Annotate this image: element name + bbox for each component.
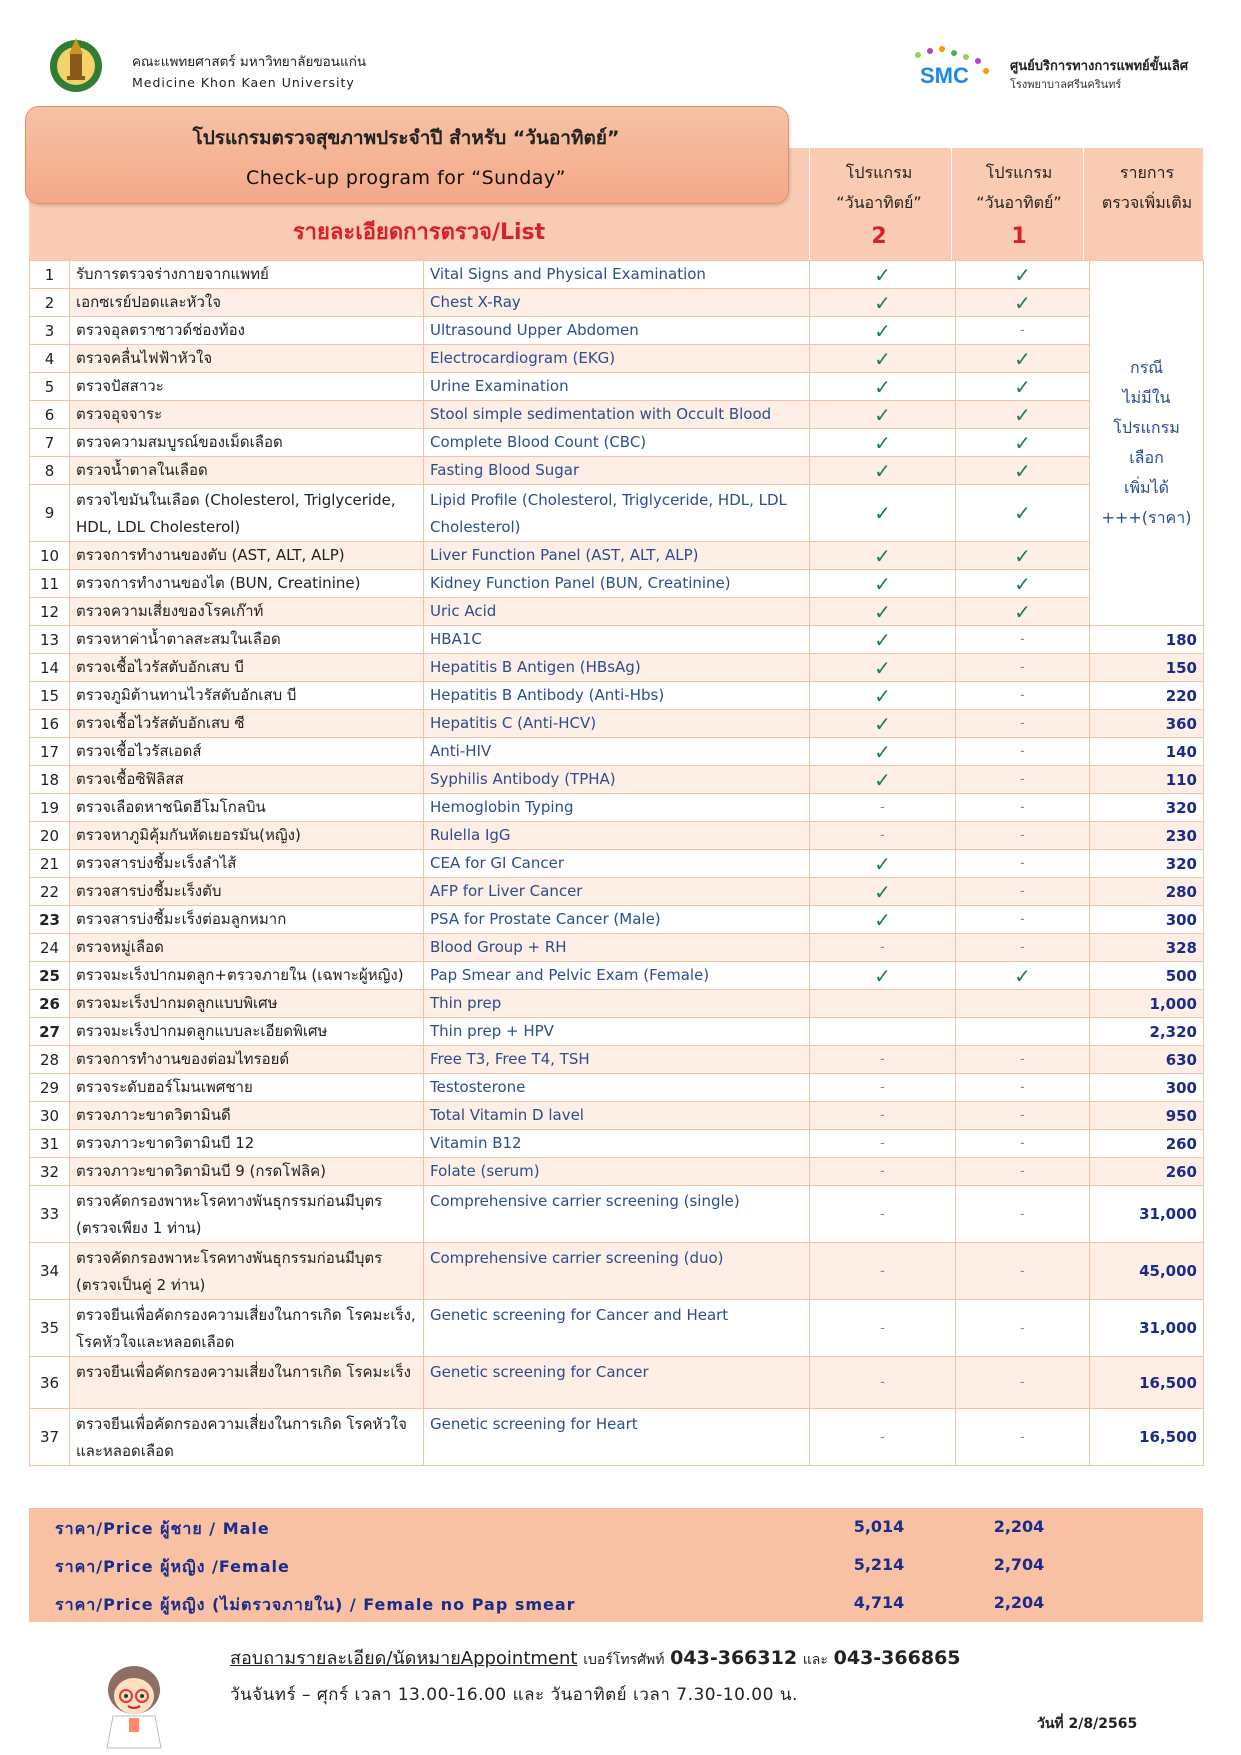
test-name-thai: ตรวจไขมันในเลือด (Cholesterol, Triglyceride, HDL, LDL Cholesterol) <box>70 485 424 542</box>
row-number: 18 <box>30 766 70 794</box>
test-name-thai: ตรวจหมู่เลือด <box>70 934 424 962</box>
extra-price: 300 <box>1090 906 1204 934</box>
row-number: 24 <box>30 934 70 962</box>
program-2-included: ✓ <box>810 289 956 317</box>
program-1-header-line1: โปรแกรม <box>985 163 1053 182</box>
program-2-included: - <box>810 1243 956 1300</box>
test-name-thai: ตรวจคัดกรองพาหะโรคทางพันธุกรรมก่อนมีบุตร (ตรวจเป็นคู่ 2 ท่าน) <box>70 1243 424 1300</box>
extra-price: 140 <box>1090 738 1204 766</box>
test-name-thai: ตรวจเชื้อไวรัสตับอักเสบ บี <box>70 654 424 682</box>
test-name-thai: เอกซเรย์ปอดและหัวใจ <box>70 289 424 317</box>
test-name-thai: ตรวจอุลตราซาวด์ช่องท้อง <box>70 317 424 345</box>
program-1-included: ✓ <box>956 261 1090 289</box>
price-female-label: ราคา/Price ผู้หญิง /Female <box>55 1557 290 1576</box>
test-name-english: Vital Signs and Physical Examination <box>424 261 810 289</box>
test-name-thai: ตรวจภาวะขาดวิตามินดี <box>70 1102 424 1130</box>
extra-price: 300 <box>1090 1074 1204 1102</box>
test-name-thai: ตรวจภูมิต้านทานไวรัสตับอักเสบ บี <box>70 682 424 710</box>
table-row <box>30 485 1204 542</box>
test-name-thai: ตรวจภาวะขาดวิตามินบี 12 <box>70 1130 424 1158</box>
price-female-no-pap-label: ราคา/Price ผู้หญิง (ไม่ตรวจภายใน) / Female no Pap smear <box>55 1595 576 1614</box>
row-number: 13 <box>30 626 70 654</box>
row-number: 19 <box>30 794 70 822</box>
program-1-included: ✓ <box>956 598 1090 626</box>
test-name-english: Pap Smear and Pelvic Exam (Female) <box>424 962 810 990</box>
test-name-thai: ตรวจเลือดหาชนิดฮีโมโกลบิน <box>70 794 424 822</box>
table-row <box>30 570 1204 598</box>
test-name-thai: ตรวจหาค่าน้ำตาลสะสมในเลือด <box>70 626 424 654</box>
test-name-english: HBA1C <box>424 626 810 654</box>
price-male-program-2: 5,014 <box>853 1517 905 1536</box>
phone-number-1[interactable]: 043-366312 <box>670 1647 798 1669</box>
program-1-included <box>956 990 1090 1018</box>
program-2-included: ✓ <box>810 345 956 373</box>
extra-price: 150 <box>1090 654 1204 682</box>
phone-label: เบอร์โทรศัพท์ <box>583 1652 665 1668</box>
program-1-included: - <box>956 1357 1090 1409</box>
row-number: 14 <box>30 654 70 682</box>
program-2-included: ✓ <box>810 962 956 990</box>
program-2-header-line1: โปรแกรม <box>845 163 913 182</box>
table-row <box>30 289 1204 317</box>
program-1-included: - <box>956 1102 1090 1130</box>
program-2-included: ✓ <box>810 429 956 457</box>
table-row <box>30 794 1204 822</box>
test-name-english: Comprehensive carrier screening (duo) <box>424 1243 810 1300</box>
row-number: 11 <box>30 570 70 598</box>
program-1-included: ✓ <box>956 962 1090 990</box>
test-name-thai: ตรวจเชื้อไวรัสตับอักเสบ ซี <box>70 710 424 738</box>
program-1-included: ✓ <box>956 429 1090 457</box>
test-name-thai: ตรวจการทำงานของต่อมไทรอยด์ <box>70 1046 424 1074</box>
org-name-thai: คณะแพทยศาสตร์ มหาวิทยาลัยขอนแก่น <box>132 54 367 70</box>
service-hours: วันจันทร์ – ศุกร์ เวลา 13.00-16.00 และ วันอาทิตย์ เวลา 7.30-10.00 น. <box>230 1685 798 1705</box>
test-name-english: Chest X-Ray <box>424 289 810 317</box>
program-2-included: ✓ <box>810 373 956 401</box>
extra-price: 328 <box>1090 934 1204 962</box>
row-number: 32 <box>30 1158 70 1186</box>
table-row <box>30 850 1204 878</box>
note-line6: +++(ราคา) <box>1101 508 1192 527</box>
extra-price: 950 <box>1090 1102 1204 1130</box>
table-row <box>30 317 1204 345</box>
program-1-included: ✓ <box>956 542 1090 570</box>
test-name-english: Hemoglobin Typing <box>424 794 810 822</box>
extra-price: 1,000 <box>1090 990 1204 1018</box>
note-line2: ไม่มีใน <box>1122 388 1171 407</box>
row-number: 21 <box>30 850 70 878</box>
table-row <box>30 373 1204 401</box>
row-number: 9 <box>30 485 70 542</box>
row-number: 33 <box>30 1186 70 1243</box>
test-name-english: Comprehensive carrier screening (single) <box>424 1186 810 1243</box>
program-2-included: ✓ <box>810 682 956 710</box>
test-name-thai: ตรวจระดับฮอร์โมนเพศชาย <box>70 1074 424 1102</box>
test-name-thai: ตรวจภาวะขาดวิตามินบี 9 (กรดโฟลิค) <box>70 1158 424 1186</box>
program-1-included: - <box>956 1409 1090 1466</box>
row-number: 4 <box>30 345 70 373</box>
program-2-included: ✓ <box>810 542 956 570</box>
test-name-thai: ตรวจสารบ่งชี้มะเร็งตับ <box>70 878 424 906</box>
test-name-english: Genetic screening for Cancer <box>424 1357 810 1409</box>
extra-price: 320 <box>1090 850 1204 878</box>
test-name-thai: ตรวจสารบ่งชี้มะเร็งลำไส้ <box>70 850 424 878</box>
test-name-english: Electrocardiogram (EKG) <box>424 345 810 373</box>
note-line3: โปรแกรม <box>1113 418 1180 437</box>
test-name-english: Free T3, Free T4, TSH <box>424 1046 810 1074</box>
row-number: 7 <box>30 429 70 457</box>
table-row <box>30 1300 1204 1357</box>
program-1-number: 1 <box>1011 224 1027 249</box>
test-name-english: Thin prep <box>424 990 810 1018</box>
row-number: 16 <box>30 710 70 738</box>
program-2-header-line2: “วันอาทิตย์” <box>836 193 922 212</box>
row-number: 5 <box>30 373 70 401</box>
smc-hospital-name: โรงพยาบาลศรีนครินทร์ <box>1010 78 1122 91</box>
row-number: 22 <box>30 878 70 906</box>
program-2-included: ✓ <box>810 598 956 626</box>
test-name-english: Total Vitamin D lavel <box>424 1102 810 1130</box>
note-line1: กรณี <box>1129 358 1164 377</box>
test-name-thai: ตรวจปัสสาวะ <box>70 373 424 401</box>
table-row <box>30 542 1204 570</box>
page-title-thai: โปรแกรมตรวจสุขภาพประจำปี สำหรับ “วันอาทิตย์” <box>192 127 620 149</box>
program-1-header <box>953 158 1085 218</box>
row-number: 27 <box>30 1018 70 1046</box>
test-name-english: Fasting Blood Sugar <box>424 457 810 485</box>
test-name-thai: ตรวจคัดกรองพาหะโรคทางพันธุกรรมก่อนมีบุตร (ตรวจเพียง 1 ท่าน) <box>70 1186 424 1243</box>
contact-line <box>230 1643 961 1672</box>
org-name-english: Medicine Khon Kaen University <box>132 75 355 90</box>
row-number: 37 <box>30 1409 70 1466</box>
test-name-thai: ตรวจยีนเพื่อคัดกรองความเสี่ยงในการเกิด โรคหัวใจและหลอดเลือด <box>70 1409 424 1466</box>
test-name-thai: ตรวจคลื่นไฟฟ้าหัวใจ <box>70 345 424 373</box>
table-row <box>30 626 1204 654</box>
row-number: 31 <box>30 1130 70 1158</box>
title-panel <box>25 106 789 204</box>
table-row <box>30 1357 1204 1409</box>
price-female-no-pap-program-2: 4,714 <box>853 1593 905 1612</box>
test-name-english: Liver Function Panel (AST, ALT, ALP) <box>424 542 810 570</box>
row-number: 36 <box>30 1357 70 1409</box>
extra-price: 16,500 <box>1090 1409 1204 1466</box>
test-name-thai: ตรวจอุจจาระ <box>70 401 424 429</box>
extra-price: 260 <box>1090 1130 1204 1158</box>
price-male-program-1: 2,204 <box>993 1517 1045 1536</box>
program-1-included: - <box>956 850 1090 878</box>
table-row <box>30 598 1204 626</box>
program-2-included: ✓ <box>810 766 956 794</box>
program-2-included <box>810 1018 956 1046</box>
and-text: และ <box>802 1652 828 1668</box>
program-2-included: ✓ <box>810 850 956 878</box>
table-row <box>30 1409 1204 1466</box>
table-row <box>30 906 1204 934</box>
program-1-included: - <box>956 906 1090 934</box>
row-number: 26 <box>30 990 70 1018</box>
test-name-english: Uric Acid <box>424 598 810 626</box>
row-number: 10 <box>30 542 70 570</box>
row-number: 20 <box>30 822 70 850</box>
test-name-thai: รับการตรวจร่างกายจากแพทย์ <box>70 261 424 289</box>
program-1-included: - <box>956 1130 1090 1158</box>
extra-tests-header-line1: รายการ <box>1119 163 1175 182</box>
note-line5: เพิ่มได้ <box>1124 478 1169 497</box>
extra-price: 2,320 <box>1090 1018 1204 1046</box>
header-separator <box>809 148 810 260</box>
program-2-included: - <box>810 1130 956 1158</box>
program-1-included: ✓ <box>956 485 1090 542</box>
page-title-english: Check-up program for “Sunday” <box>245 167 567 189</box>
smc-name-thai: ศูนย์บริการทางการแพทย์ขั้นเลิศ <box>1010 59 1189 74</box>
table-row <box>30 878 1204 906</box>
program-1-included: ✓ <box>956 570 1090 598</box>
program-1-included: - <box>956 1186 1090 1243</box>
table-row <box>30 261 1204 289</box>
table-row <box>30 654 1204 682</box>
test-name-english: Stool simple sedimentation with Occult Blood <box>424 401 810 429</box>
table-row <box>30 682 1204 710</box>
row-number: 34 <box>30 1243 70 1300</box>
program-1-included: ✓ <box>956 373 1090 401</box>
table-row <box>30 1102 1204 1130</box>
program-1-included: - <box>956 1243 1090 1300</box>
test-name-english: Vitamin B12 <box>424 1130 810 1158</box>
test-name-thai: ตรวจยีนเพื่อคัดกรองความเสี่ยงในการเกิด โรคมะเร็ง <box>70 1357 424 1409</box>
test-name-thai: ตรวจหาภูมิคุ้มกันหัดเยอรมัน(หญิง) <box>70 822 424 850</box>
price-female-program-2: 5,214 <box>853 1555 905 1574</box>
row-number: 12 <box>30 598 70 626</box>
program-1-included: - <box>956 1300 1090 1357</box>
table-row <box>30 457 1204 485</box>
extra-price: 180 <box>1090 626 1204 654</box>
price-female-program-1: 2,704 <box>993 1555 1045 1574</box>
extra-price: 45,000 <box>1090 1243 1204 1300</box>
table-row <box>30 1018 1204 1046</box>
test-name-english: Genetic screening for Heart <box>424 1409 810 1466</box>
program-1-included: ✓ <box>956 345 1090 373</box>
table-row <box>30 345 1204 373</box>
program-2-included: - <box>810 794 956 822</box>
header-separator <box>951 148 952 260</box>
program-1-included: - <box>956 766 1090 794</box>
program-1-included: ✓ <box>956 401 1090 429</box>
program-1-included: ✓ <box>956 289 1090 317</box>
program-2-included: ✓ <box>810 570 956 598</box>
program-2-header <box>813 158 945 218</box>
extra-price: 230 <box>1090 822 1204 850</box>
extra-price: 630 <box>1090 1046 1204 1074</box>
program-2-included: - <box>810 1357 956 1409</box>
test-name-english: Kidney Function Panel (BUN, Creatinine) <box>424 570 810 598</box>
extra-price: 260 <box>1090 1158 1204 1186</box>
program-1-included: - <box>956 878 1090 906</box>
program-2-included: - <box>810 1300 956 1357</box>
extra-price: 31,000 <box>1090 1300 1204 1357</box>
row-number: 15 <box>30 682 70 710</box>
row-number: 2 <box>30 289 70 317</box>
test-name-thai: ตรวจมะเร็งปากมดลูกแบบพิเศษ <box>70 990 424 1018</box>
program-1-included: - <box>956 1074 1090 1102</box>
contact-label: สอบถามรายละเอียด/นัดหมายAppointment <box>230 1648 578 1669</box>
program-2-included: - <box>810 1186 956 1243</box>
row-number: 23 <box>30 906 70 934</box>
test-name-english: Anti-HIV <box>424 738 810 766</box>
program-2-included: ✓ <box>810 654 956 682</box>
row-number: 17 <box>30 738 70 766</box>
program-2-included: ✓ <box>810 906 956 934</box>
test-name-english: Testosterone <box>424 1074 810 1102</box>
test-name-thai: ตรวจสารบ่งชี้มะเร็งต่อมลูกหมาก <box>70 906 424 934</box>
program-1-included <box>956 1018 1090 1046</box>
program-1-included: - <box>956 794 1090 822</box>
table-row <box>30 429 1204 457</box>
smc-logo-text: SMC <box>920 63 969 88</box>
program-2-included: ✓ <box>810 401 956 429</box>
doctor-mascot-icon <box>95 1660 173 1750</box>
extra-price: 110 <box>1090 766 1204 794</box>
program-2-included: - <box>810 934 956 962</box>
test-name-english: Ultrasound Upper Abdomen <box>424 317 810 345</box>
test-name-english: Rulella IgG <box>424 822 810 850</box>
test-name-thai: ตรวจยีนเพื่อคัดกรองความเสี่ยงในการเกิด โรคมะเร็ง, โรคหัวใจและหลอดเลือด <box>70 1300 424 1357</box>
program-1-included: - <box>956 654 1090 682</box>
program-2-included: ✓ <box>810 626 956 654</box>
program-2-included: ✓ <box>810 457 956 485</box>
test-name-thai: ตรวจการทำงานของไต (BUN, Creatinine) <box>70 570 424 598</box>
program-1-included: - <box>956 738 1090 766</box>
program-1-included: - <box>956 1158 1090 1186</box>
table-row <box>30 710 1204 738</box>
table-row <box>30 766 1204 794</box>
program-2-included <box>810 990 956 1018</box>
test-name-english: Folate (serum) <box>424 1158 810 1186</box>
row-number: 35 <box>30 1300 70 1357</box>
test-name-english: Hepatitis B Antigen (HBsAg) <box>424 654 810 682</box>
test-name-thai: ตรวจเชื้อไวรัสเอดส์ <box>70 738 424 766</box>
table-row <box>30 934 1204 962</box>
test-name-english: PSA for Prostate Cancer (Male) <box>424 906 810 934</box>
program-2-included: - <box>810 1046 956 1074</box>
table-row <box>30 1158 1204 1186</box>
table-row <box>30 401 1204 429</box>
test-name-thai: ตรวจมะเร็งปากมดลูก+ตรวจภายใน (เฉพาะผู้หญิง) <box>70 962 424 990</box>
program-2-included: - <box>810 822 956 850</box>
program-2-included: ✓ <box>810 317 956 345</box>
test-name-english: Genetic screening for Cancer and Heart <box>424 1300 810 1357</box>
program-2-included: - <box>810 1158 956 1186</box>
program-2-included: ✓ <box>810 710 956 738</box>
row-number: 28 <box>30 1046 70 1074</box>
smc-logo <box>910 45 1000 95</box>
test-name-english: Hepatitis B Antibody (Anti-Hbs) <box>424 682 810 710</box>
test-name-english: Urine Examination <box>424 373 810 401</box>
table-row <box>30 1130 1204 1158</box>
row-number: 25 <box>30 962 70 990</box>
program-2-included: - <box>810 1074 956 1102</box>
extra-tests-header <box>1081 158 1213 218</box>
program-1-included: - <box>956 822 1090 850</box>
table-row <box>30 1186 1204 1243</box>
table-row <box>30 1074 1204 1102</box>
program-2-included: ✓ <box>810 738 956 766</box>
row-number: 1 <box>30 261 70 289</box>
row-number: 30 <box>30 1102 70 1130</box>
table-row <box>30 1243 1204 1300</box>
test-name-english: AFP for Liver Cancer <box>424 878 810 906</box>
test-name-thai: ตรวจเชื้อซิฟิลิสส <box>70 766 424 794</box>
kku-medicine-logo <box>45 32 107 94</box>
row-number: 6 <box>30 401 70 429</box>
document-date: วันที่ 2/8/2565 <box>1037 1716 1138 1732</box>
test-name-english: Blood Group + RH <box>424 934 810 962</box>
program-2-included: ✓ <box>810 485 956 542</box>
program-1-included: ✓ <box>956 457 1090 485</box>
test-name-english: Thin prep + HPV <box>424 1018 810 1046</box>
extra-price: 280 <box>1090 878 1204 906</box>
checkup-table <box>29 260 1204 1466</box>
table-row <box>30 962 1204 990</box>
program-1-header-line2: “วันอาทิตย์” <box>976 193 1062 212</box>
extra-price: 31,000 <box>1090 1186 1204 1243</box>
program-2-included: - <box>810 1409 956 1466</box>
extra-price: 360 <box>1090 710 1204 738</box>
test-name-english: Syphilis Antibody (TPHA) <box>424 766 810 794</box>
program-1-included: - <box>956 682 1090 710</box>
price-female-no-pap-program-1: 2,204 <box>993 1593 1045 1612</box>
test-name-thai: ตรวจการทำงานของตับ (AST, ALT, ALP) <box>70 542 424 570</box>
test-name-thai: ตรวจความเสี่ยงของโรคเก๊าท์ <box>70 598 424 626</box>
extra-price: 320 <box>1090 794 1204 822</box>
program-2-included: ✓ <box>810 261 956 289</box>
program-2-number: 2 <box>871 224 887 249</box>
extra-tests-note <box>1090 261 1204 626</box>
phone-number-2[interactable]: 043-366865 <box>833 1647 961 1669</box>
table-row <box>30 1046 1204 1074</box>
program-2-included: - <box>810 1102 956 1130</box>
row-number: 3 <box>30 317 70 345</box>
program-1-included: - <box>956 710 1090 738</box>
row-number: 8 <box>30 457 70 485</box>
table-row <box>30 822 1204 850</box>
program-2-included: ✓ <box>810 878 956 906</box>
program-1-included: - <box>956 317 1090 345</box>
test-name-english: Complete Blood Count (CBC) <box>424 429 810 457</box>
extra-tests-header-line2: ตรวจเพิ่มเติม <box>1101 193 1193 212</box>
extra-price: 220 <box>1090 682 1204 710</box>
test-name-thai: ตรวจความสมบูรณ์ของเม็ดเลือด <box>70 429 424 457</box>
list-heading: รายละเอียดการตรวจ/List <box>292 220 546 245</box>
test-name-english: Hepatitis C (Anti-HCV) <box>424 710 810 738</box>
test-name-thai: ตรวจน้ำตาลในเลือด <box>70 457 424 485</box>
row-number: 29 <box>30 1074 70 1102</box>
note-line4: เลือก <box>1129 448 1164 467</box>
extra-price: 16,500 <box>1090 1357 1204 1409</box>
table-row <box>30 738 1204 766</box>
test-name-english: Lipid Profile (Cholesterol, Triglyceride, HDL, LDL Cholesterol) <box>424 485 810 542</box>
test-name-english: CEA for GI Cancer <box>424 850 810 878</box>
program-1-included: - <box>956 626 1090 654</box>
extra-price: 500 <box>1090 962 1204 990</box>
program-1-included: - <box>956 934 1090 962</box>
test-name-thai: ตรวจมะเร็งปากมดลูกแบบละเอียดพิเศษ <box>70 1018 424 1046</box>
price-male-label: ราคา/Price ผู้ชาย / Male <box>55 1519 270 1538</box>
program-1-included: - <box>956 1046 1090 1074</box>
table-row <box>30 990 1204 1018</box>
